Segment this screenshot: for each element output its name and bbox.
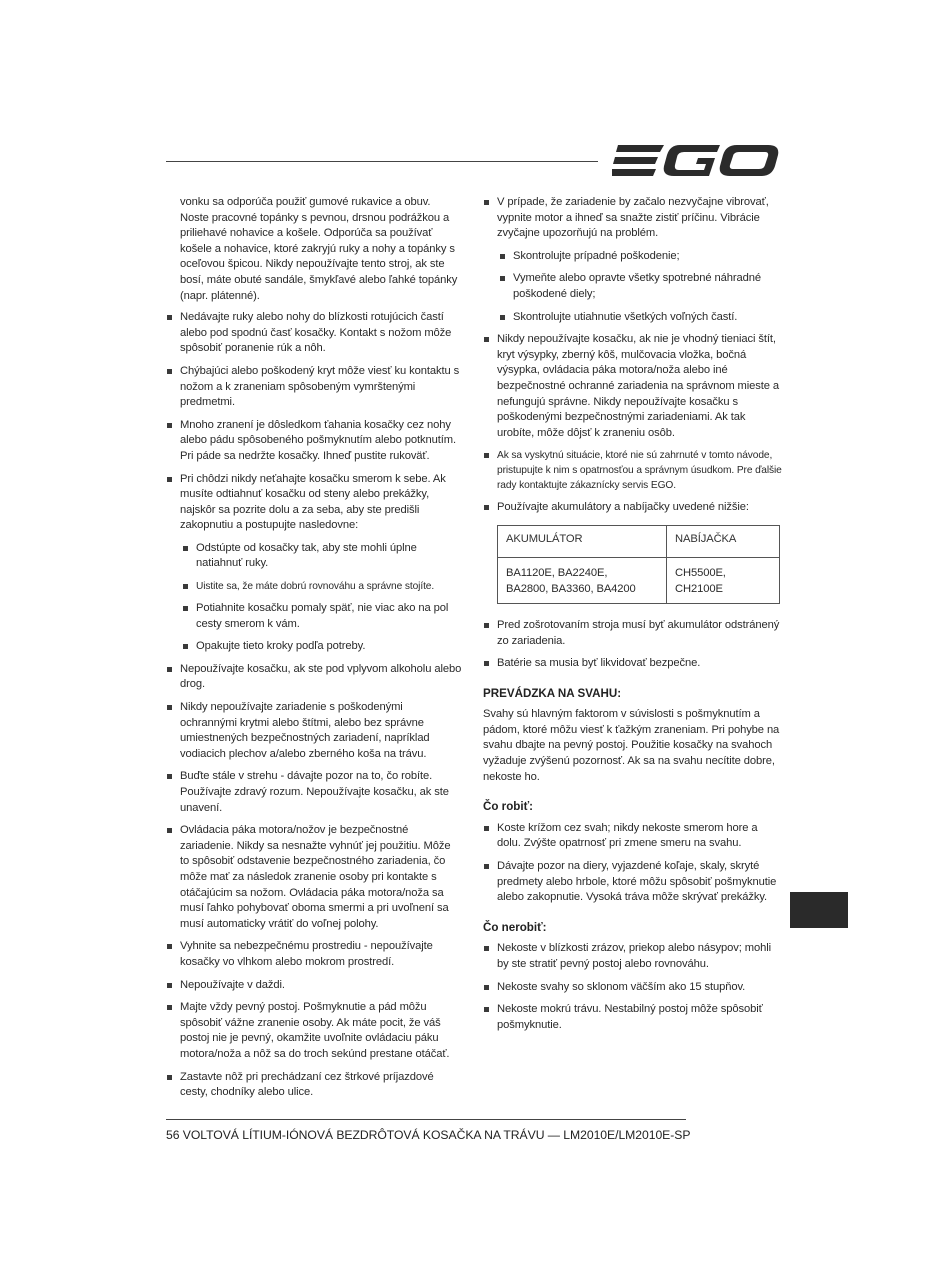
safety-list-continued [483, 195, 783, 516]
list-item: Používajte akumulátory a nabíjačky uvedené nižšie: [483, 500, 783, 516]
list-item: Nikdy nepoužívajte zariadenie s poškodenými ochrannými krytmi alebo štítmi, alebo bez správne umiestnených bezpečnostných zariadení, napríklad vodiacich plechov a/alebo zberného koša na trávu. [166, 700, 462, 762]
list-item: Koste krížom cez svah; nikdy nekoste smerom hore a dolu. Zvýšte opatrnosť pri zmene smeru na svahu. [483, 821, 783, 852]
right-column [483, 195, 783, 1040]
sub-list-item: Skontrolujte prípadné poškodenie; [497, 249, 783, 265]
list-item: Pred zošrotovaním stroja musí byť akumulátor odstránený zo zariadenia. [483, 618, 783, 649]
list-item: Nepoužívajte v daždi. [166, 978, 462, 994]
list-item: Nekoste svahy so sklonom väčším ako 15 stupňov. [483, 980, 783, 996]
list-item: Ovládacia páka motora/nožov je bezpečnostné zariadenie. Nikdy sa nesnažte vyhnúť jej použitiu. Môže to spôsobiť odstavenie bezpečnostného zariadenia, čo môže mať za následok zranenie osoby pri kontakte s otáčajúcim sa nožom. Ovládacia páka motora/noža sa musí ľahko pohybovať oboma smermi a pri uvoľnení sa musí automaticky vrátiť do voľnej polohy. [166, 823, 462, 932]
section-tab-marker [790, 892, 848, 928]
safety-list [166, 310, 462, 1101]
table-header-charger: NABÍJAČKA [667, 525, 780, 557]
sub-list-item: Opakujte tieto kroky podľa potreby. [180, 639, 462, 655]
table-row [498, 557, 780, 603]
list-item: Dávajte pozor na diery, vyjazdené koľaje, skaly, skryté predmety alebo hrbole, ktoré môžu spôsobiť pošmyknutie alebo zakopnutie. Vysoká tráva môže skrývať prekážky. [483, 859, 783, 906]
list-item: Nekoste v blízkosti zrázov, priekop alebo násypov; mohli by ste stratiť pevný postoj alebo rovnováhu. [483, 941, 783, 972]
list-item: Buďte stále v strehu - dávajte pozor na to, čo robíte. Používajte zdravý rozum. Nepoužívajte kosačku, ak ste unavení. [166, 769, 462, 816]
ego-logo [612, 141, 780, 181]
list-item: Zastavte nôž pri prechádzaní cez štrkové príjazdové cesty, chodníky alebo ulice. [166, 1070, 462, 1101]
do-heading: Čo robiť: [483, 800, 533, 814]
table-cell-batteries [498, 557, 667, 603]
battery-charger-table [497, 525, 780, 604]
page-footer: 56 VOLTOVÁ LÍTIUM-IÓNOVÁ BEZDRÔTOVÁ KOSAČKA NA TRÁVU — LM2010E/LM2010E-SP [166, 1128, 691, 1142]
list-item: Mnoho zranení je dôsledkom ťahania kosačky cez nohy alebo pádu spôsobeného pošmyknutím alebo potknutím. Pri páde sa nedržte kosačky. Ihneď pustite rukoväť. [166, 418, 462, 465]
charger-models-line-1: CH5500E, [675, 566, 726, 579]
charger-models-line-2: CH2100E [675, 582, 723, 595]
list-item: Nepoužívajte kosačku, ak ste pod vplyvom alkoholu alebo drog. [166, 662, 462, 693]
intro-paragraph: vonku sa odporúča použiť gumové rukavice a obuv. Noste pracovné topánky s pevnou, drsnou podrážkou a priliehavé nohavice a košele. Odporúča sa používať košele a nohavice, ktoré zakryjú ruky a nohy a topánky s oceľovou špicou. Nikdy nepoužívajte tento stroj, ak ste bosí, máte obuté sandále, šmykľavé alebo ľahké topánky (napr. plátenné). [180, 196, 458, 302]
sub-list [497, 249, 783, 325]
slope-heading: PREVÁDZKA NA SVAHU: [483, 686, 622, 700]
battery-models-line-1: BA1120E, BA2240E, [506, 566, 608, 579]
battery-models-line-2: BA2800, BA3360, BA4200 [506, 582, 636, 595]
table-cell-chargers [667, 557, 780, 603]
table-header-battery: AKUMULÁTOR [498, 525, 667, 557]
list-item: Vyhnite sa nebezpečnému prostrediu - nepoužívajte kosačky vo vlhkom alebo mokrom prostredí. [166, 939, 462, 970]
list-item: Majte vždy pevný postoj. Pošmyknutie a pád môžu spôsobiť vážne zranenie osoby. Ak máte pocit, že váš postoj nie je pevný, okamžite uvoľnite ovládaciu páku motora/noža a nôž sa do troch sekúnd prestane otáčať. [166, 1000, 462, 1062]
list-item-text: V prípade, že zariadenie by začalo nezvyčajne vibrovať, vypnite motor a ihneď sa snažte zistiť príčinu. Vibrácie zvyčajne upozorňujú na problém. [497, 196, 769, 240]
sub-list-item: Potiahnite kosačku pomaly späť, nie viac ako na pol cesty smerom k vám. [180, 601, 462, 632]
slope-paragraph: Svahy sú hlavným faktorom v súvislosti s pošmyknutím a pádom, ktoré môžu viesť k ťažkým zraneniam. Pri pohybe na svahu dbajte na pevný postoj. Použitie kosačky na svahoch vyžaduje zvýšenú pozornosť. Ak sa na svahu necítite dobre, nekoste ho. [483, 708, 780, 783]
table-header-row [498, 525, 780, 557]
disposal-list [483, 618, 783, 672]
do-list [483, 821, 783, 906]
list-item [166, 472, 462, 655]
header-rule [166, 161, 598, 162]
sub-list-item: Odstúpte od kosačky tak, aby ste mohli úplne natiahnuť ruky. [180, 541, 462, 572]
list-item: Nikdy nepoužívajte kosačku, ak nie je vhodný tieniaci štít, kryt výsypky, zberný kôš, mulčovacia vložka, bočná výsypka, ovládacia páka motora/noža alebo iné bezpečnostné ochranné zariadenia na správnom mieste a nefungujú správne. Nikdy nepoužívajte kosačku s poškodenými bezpečnostnými zariadeniami. Ak tak urobíte, môže dôjsť k zraneniu osôb. [483, 332, 783, 441]
sub-list-item: Uistite sa, že máte dobrú rovnováhu a správne stojíte. [180, 579, 462, 594]
dont-list [483, 941, 783, 1033]
list-item: Ak sa vyskytnú situácie, ktoré nie sú zahrnuté v tomto návode, pristupujte k nim s opatrnosťou a správnym úsudkom. Pre ďalšie rady kontaktujte zákaznícky servis EGO. [483, 448, 783, 493]
sub-list-item: Skontrolujte utiahnutie všetkých voľných častí. [497, 310, 783, 326]
footer-rule [166, 1119, 686, 1120]
list-item [483, 195, 783, 325]
list-item: Chýbajúci alebo poškodený kryt môže viesť ku kontaktu s nožom a k zraneniam spôsobeným vymrštenými predmetmi. [166, 364, 462, 411]
left-column [166, 195, 462, 1108]
list-item: Nekoste mokrú trávu. Nestabilný postoj môže spôsobiť pošmyknutie. [483, 1002, 783, 1033]
list-item: Batérie sa musia byť likvidovať bezpečne. [483, 656, 783, 672]
dont-heading: Čo nerobiť: [483, 920, 547, 934]
list-item: Nedávajte ruky alebo nohy do blízkosti rotujúcich častí alebo pod spodnú časť kosačky. Kontakt s nožom môže spôsobiť poranenie rúk a nôh. [166, 310, 462, 357]
sub-list [180, 541, 462, 655]
sub-list-item: Vymeňte alebo opravte všetky spotrebné náhradné poškodené diely; [497, 271, 783, 302]
list-item-text: Pri chôdzi nikdy neťahajte kosačku smerom k sebe. Ak musíte odtiahnuť kosačku od steny alebo prekážky, najskôr sa pozrite dolu a za seba, aby ste predišli zakopnutiu a postupujte nasledovne: [180, 472, 446, 532]
